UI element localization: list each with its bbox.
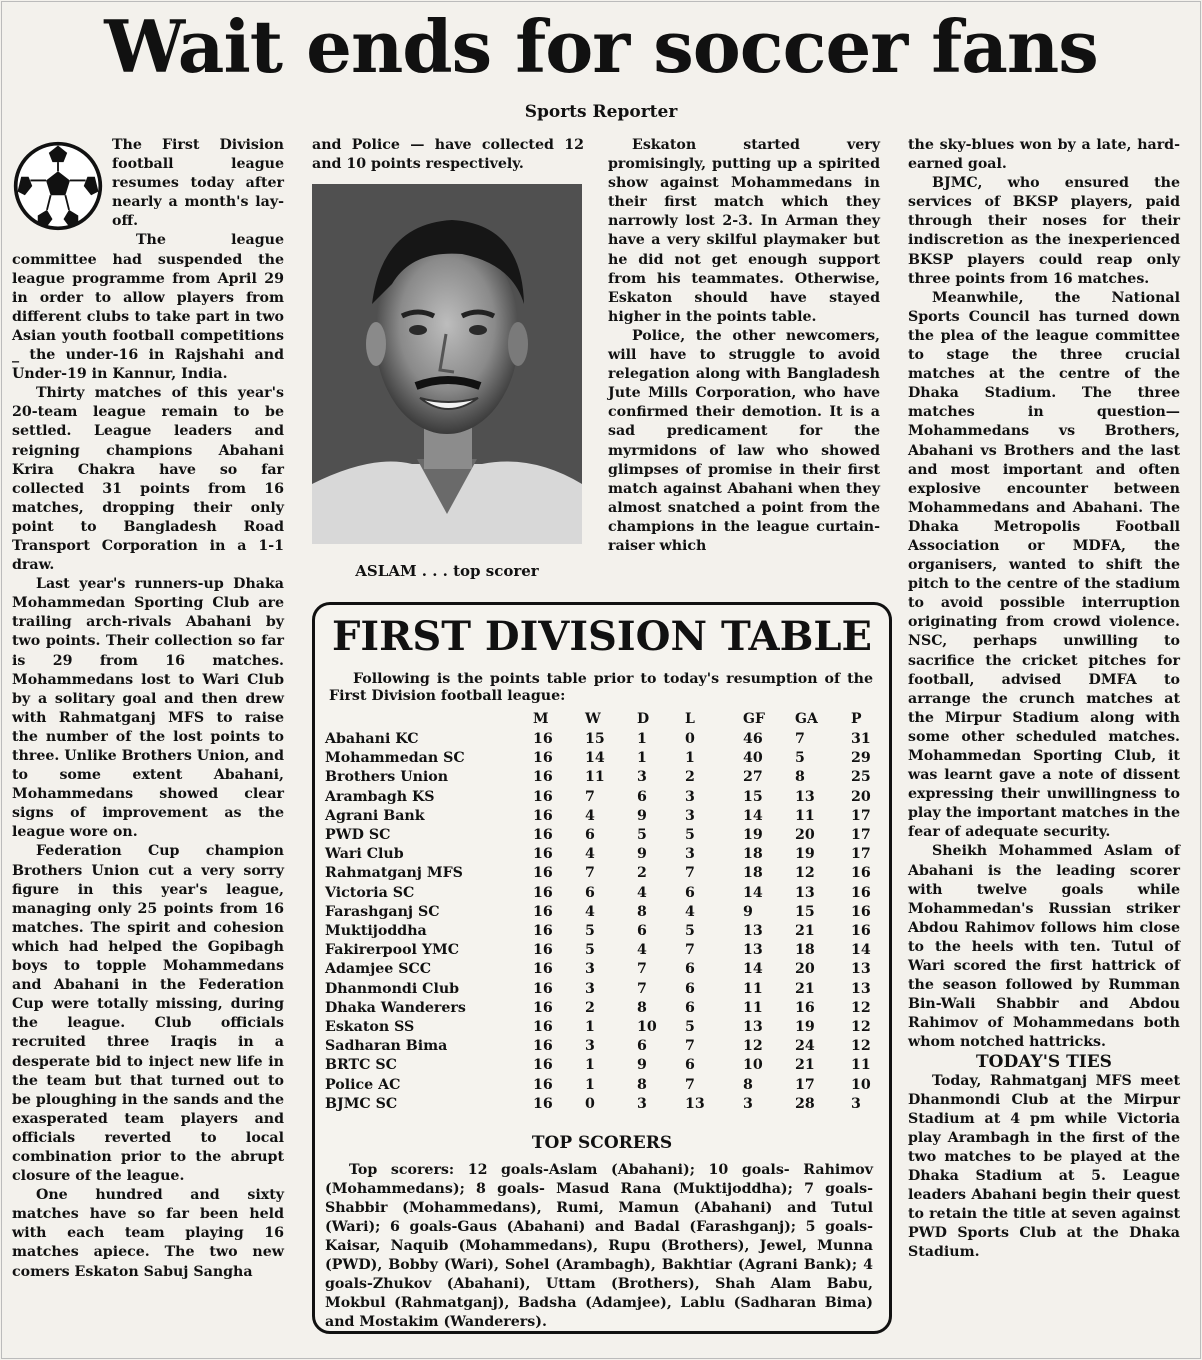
table-row [315,1019,889,1038]
table-cell: 16 [533,731,553,747]
table-cell: 27 [743,769,763,786]
table-cell: 18 [743,846,763,863]
table-cell: 20 [795,827,815,843]
table-cell: 8 [637,903,647,920]
table-cell: 20 [851,788,871,805]
table-cell: 16 [533,1038,553,1055]
table-cell: 14 [743,884,763,901]
paragraph: BJMC, who ensured the services of BKSP players, paid through their noses for their indiscretion as the inexperienced BKSP players could reap only three points from 16 matches. [908,175,1180,287]
table-cell: 9 [743,903,753,920]
table-cell: 3 [585,961,595,978]
table-cell: 7 [637,961,647,978]
team-name: BRTC SC [325,1057,397,1074]
table-cell: 17 [851,846,871,863]
table-cell: 3 [637,1095,647,1112]
table-cell: 21 [795,923,815,939]
team-name: Mohammedan SC [325,750,465,767]
table-cell: 12 [795,865,815,882]
table-cell: 5 [585,923,595,939]
table-cell: 2 [637,865,647,882]
table-cell: 16 [533,942,553,959]
top-scorers-heading: TOP SCORERS [531,1133,673,1153]
photo-caption: ASLAM . . . top scorer [355,562,539,580]
table-row [315,904,889,923]
table-cell: 0 [685,731,695,747]
table-cell: 13 [851,980,871,997]
table-cell: 9 [637,846,647,863]
table-cell: 12 [851,1019,871,1035]
table-cell: 6 [685,884,695,901]
table-row [315,1096,889,1115]
paragraph: Eskaton started very promisingly, putting up a spirited show against Mohammedans in their first match which they narrowly lost 2-3. In Arman they have a very skilful playmaker but he did not get enough support from his teammates. Otherwise, Eskaton should have stayed higher in the points table. [608,137,880,325]
table-row [315,961,889,980]
table-cell: 9 [637,807,647,824]
table-cell: 2 [685,769,695,786]
table-cell: 13 [743,942,763,959]
table-cell: 8 [637,1076,647,1093]
table-cell: 13 [685,1095,705,1112]
table-cell: 16 [533,980,553,997]
table-cell: 0 [585,1095,595,1112]
article-column-3 [608,136,880,556]
table-cell: 17 [851,807,871,824]
table-cell: 4 [637,942,647,959]
table-cell: 16 [533,999,553,1016]
table-cell: 5 [685,923,695,939]
table-cell: 4 [585,846,595,863]
table-cell: 46 [743,731,763,747]
table-row [315,750,889,769]
table-cell: 2 [585,999,595,1016]
table-cell: 7 [685,942,695,959]
team-name: Agrani Bank [325,807,425,824]
table-cell: 16 [795,999,815,1016]
table-cell: 13 [851,961,871,978]
table-cell: 3 [685,807,695,824]
team-name: Victoria SC [325,884,415,901]
table-cell: 16 [533,827,553,843]
table-row [315,923,889,942]
paragraph: Federation Cup champion Brothers Union cut a very sorry figure in this year's league, managing only 25 points from 16 matches. The spirit and cohesion which had helped the Gopibagh boys to topple Mohammedans and Abahani in the Federation Cup were totally missing, during the league. Club officials recruited three Iraqis in a desperate bid to inject new life in the team but that turned out to be ploughing in the sands and the exasperated team players and officials reverted to local combination prior to the abrupt closure of the league. [12,843,284,1185]
table-row [315,1057,889,1076]
table-cell: 16 [533,750,553,767]
table-column-header: D [637,711,650,727]
table-cell: 21 [795,980,815,997]
table-row [315,731,889,750]
table-cell: 13 [795,788,815,805]
team-name: Abahani KC [325,731,419,747]
table-cell: 11 [585,769,605,786]
team-name: PWD SC [325,827,391,843]
table-cell: 16 [533,1057,553,1074]
paragraph: and Police — have collected 12 and 10 points respectively. [312,137,584,173]
table-cell: 12 [851,1038,871,1055]
article-column-1 [12,136,284,1282]
table-cell: 16 [533,865,553,882]
team-name: BJMC SC [325,1095,398,1112]
table-cell: 16 [533,769,553,786]
table-cell: 1 [637,750,647,767]
table-cell: 3 [851,1095,861,1112]
table-cell: 8 [637,999,647,1016]
byline: Sports Reporter [524,102,678,122]
team-name: Dhanmondi Club [325,980,460,997]
table-cell: 13 [795,884,815,901]
table-cell: 6 [637,788,647,805]
table-row [315,827,889,846]
table-cell: 3 [637,769,647,786]
table-cell: 24 [795,1038,815,1055]
table-intro: Following is the points table prior to today's resumption of the First Division football league: [329,671,873,704]
table-row [315,789,889,808]
table-cell: 6 [585,827,595,843]
table-cell: 31 [851,731,871,747]
table-cell: 15 [585,731,605,747]
table-cell: 10 [851,1076,871,1093]
table-cell: 5 [585,942,595,959]
table-column-header: W [585,711,601,727]
table-row [315,1038,889,1057]
table-row [315,1000,889,1019]
table-cell: 13 [743,923,763,939]
table-cell: 12 [851,999,871,1016]
table-column-header: GF [743,711,765,727]
table-cell: 10 [637,1019,657,1035]
team-name: Brothers Union [325,769,449,786]
paragraph: Police, the other newcomers, will have to struggle to avoid relegation along with Bangladesh Jute Mills Corporation, who have confirmed their demotion. It is a sad predicament for the myrmidons of law who showed glimpses of promise in their first match against Abahani when they almost snatched a point from the champions in the league curtain-raiser which [608,327,880,554]
table-cell: 16 [533,1095,553,1112]
table-cell: 7 [585,788,595,805]
table-cell: 3 [685,846,695,863]
paragraph: Today, Rahmatganj MFS meet Dhanmondi Club at the Mirpur Stadium at 4 pm while Victoria play Arambagh in the first of the two matches to be played at the Dhaka Stadium at 5. League leaders Abahani begin their quest to retain the title at seven against PWD Sports Club at the Dhaka Stadium. [908,1072,1180,1261]
table-cell: 19 [743,827,763,843]
table-cell: 1 [585,1076,595,1093]
table-cell: 14 [743,807,763,824]
table-column-header: L [685,711,695,727]
table-cell: 16 [851,884,871,901]
table-cell: 16 [533,807,553,824]
headline: Wait ends for soccer fans [104,4,1098,89]
top-scorers-text: Top scorers: 12 goals-Aslam (Abahani); 10 goals- Rahimov (Mohammedans); 8 goals- Masud Rana (Muktijoddha); 7 goals- Shabbir (Mohammedans), Rumi, Mamun (Abahani) and Tutul (Wari); 6 goals-Gaus (Abahani) and Badal (Farashganj); 5 goals-Kaisar, Naquib (Mohammedans), Rupu (Brothers), Jewel, Munna (PWD), Bobby (Wari), Sohel (Arambagh), Bakhtiar (Agrani Bank); 4 goals-Zhukov (Abahani), Uttam (Brothers), Shah Alam Babu, Mokbul (Rahmatganj), Badsha (Adamjee), Lablu (Sadharan Bima) and Mostakim (Wanderers). [325,1162,873,1330]
table-cell: 5 [637,827,647,843]
table-cell: 13 [743,1019,763,1035]
table-cell: 4 [685,903,695,920]
table-cell: 16 [533,1076,553,1093]
table-cell: 1 [585,1057,595,1074]
table-column-header: P [851,711,862,727]
paragraph: Last year's runners-up Dhaka Mohammedan Sporting Club are trailing arch-rivals Abahani by two points. Their collection so far is 29 from 16 matches. Mohammedans lost to Wari Club by a solitary goal and then drew with Rahmatganj MFS to raise the number of the lost points to three. Unlike Brothers Union, and to some extent Abahani, Mohammedans showed clear signs of improvement as the league wore on. [12,576,284,841]
paragraph: One hundred and sixty matches have so far been held with each team playing 16 matches apiece. The two new comers Eskaton Sabuj Sangha [12,1187,284,1280]
table-cell: 5 [685,827,695,843]
article-column-4 [908,136,1180,1263]
team-name: Wari Club [325,846,404,863]
table-cell: 16 [533,788,553,805]
table-cell: 14 [851,942,871,959]
table-row [315,885,889,904]
table-cell: 3 [585,980,595,997]
team-name: Rahmatganj MFS [325,865,463,882]
team-name: Eskaton SS [325,1019,415,1035]
table-cell: 5 [795,750,805,767]
table-cell: 16 [851,903,871,920]
table-row [315,981,889,1000]
team-name: Arambagh KS [325,788,435,805]
table-cell: 19 [795,1019,815,1035]
table-cell: 16 [533,923,553,939]
paragraph: The First Division football league resumes today after nearly a month's lay-off. [112,137,284,230]
table-cell: 11 [851,1057,871,1074]
table-cell: 7 [795,731,805,747]
table-cell: 8 [795,769,805,786]
table-cell: 7 [585,865,595,882]
table-cell: 10 [743,1057,763,1074]
team-name: Adamjee SCC [325,961,432,978]
table-cell: 16 [533,961,553,978]
table-cell: 11 [743,999,763,1016]
table-cell: 6 [685,1057,695,1074]
paragraph: Thirty matches of this year's 20-team league remain to be settled. League leaders and reigning champions Abahani Krira Chakra have so far collected 31 points from 16 matches, dropping their only point to Bangladesh Road Transport Corporation in a 1-1 draw. [12,385,284,574]
table-row [315,865,889,884]
table-cell: 1 [585,1019,595,1035]
first-division-table [312,602,892,1334]
paragraph: The league committee had suspended the league programme from April 29 in order to allow players from different clubs to take part in two Asian youth football competitions _ the under-16 in Rajshahi and Under-19 in Kannur, India. [12,232,284,383]
table-cell: 7 [685,865,695,882]
table-cell: 16 [533,884,553,901]
table-cell: 19 [795,846,815,863]
table-cell: 6 [585,884,595,901]
team-name: Fakirerpool YMC [325,942,459,959]
team-name: Police AC [325,1076,401,1093]
table-cell: 21 [795,1057,815,1074]
table-cell: 1 [685,750,695,767]
table-cell: 17 [851,827,871,843]
table-row [315,1077,889,1096]
table-cell: 4 [585,903,595,920]
paragraph: Meanwhile, the National Sports Council has turned down the plea of the league committee to stage the three crucial matches at the centre of the Dhaka Stadium. The three matches in question—Mohammedans vs Brothers, Abahani vs Brothers and the last and most important and often explosive encounter between Mohammedans and Abahani. The Dhaka Metropolis Football Association or MDFA, the organisers, wanted to shift the pitch to the centre of the stadium to avoid possible interruption originating from crowd violence. NSC, perhaps unwilling to sacrifice the cricket pitches for football, advised DMFA to arrange the crunch matches at the Mirpur Stadium along with some other scheduled matches. Mohammedan Sporting Club, it was learnt gave a note of dissent expressing their unwillingness to play the important matches in the fear of adequate security. [908,289,1180,841]
table-column-header: GA [795,711,818,727]
table-cell: 18 [743,865,763,882]
table-cell: 28 [795,1095,815,1112]
team-name: Farashganj SC [325,903,440,920]
table-cell: 4 [637,884,647,901]
team-name: Dhaka Wanderers [325,999,466,1016]
table-cell: 6 [637,1038,647,1055]
table-cell: 16 [851,865,871,882]
table-cell: 25 [851,769,871,786]
table-cell: 6 [685,980,695,997]
table-row [315,942,889,961]
table-cell: 8 [743,1076,753,1093]
table-cell: 4 [585,807,595,824]
table-cell: 29 [851,750,871,767]
table-cell: 16 [533,1019,553,1035]
article-column-2 [312,136,584,174]
table-cell: 7 [685,1076,695,1093]
table-cell: 12 [743,1038,763,1055]
table-cell: 1 [637,731,647,747]
table-row [315,808,889,827]
table-cell: 40 [743,750,763,767]
table-column-header: M [533,711,549,727]
table-title: FIRST DIVISION TABLE [331,613,873,660]
table-cell: 7 [637,980,647,997]
team-name: Muktijoddha [325,923,427,939]
table-cell: 3 [685,788,695,805]
table-cell: 15 [743,788,763,805]
table-cell: 18 [795,942,815,959]
table-cell: 16 [533,846,553,863]
table-cell: 3 [585,1038,595,1055]
table-cell: 9 [637,1057,647,1074]
table-cell: 16 [533,903,553,920]
aslam-photo [312,184,582,544]
table-cell: 6 [637,923,647,939]
table-cell: 15 [795,903,815,920]
paragraph: Sheikh Mohammed Aslam of Abahani is the leading scorer with twelve goals while Mohammedan's Russian striker Abdou Rahimov follows him close to the heels with ten. Tutul of Wari scored the first hattrick of the season followed by Rumman Bin-Wali Shabbir and Abdou Rahimov of Mohammedans both whom notched hattricks. [908,843,1180,1051]
table-cell: 17 [795,1076,815,1093]
table-row [315,769,889,788]
table-cell: 14 [743,961,763,978]
table-cell: 3 [743,1095,753,1112]
paragraph: the sky-blues won by a late, hard-earned goal. [908,137,1180,173]
soccer-ball-icon [12,140,104,232]
table-cell: 20 [795,961,815,978]
table-cell: 6 [685,961,695,978]
table-cell: 16 [851,923,871,939]
table-cell: 6 [685,999,695,1016]
todays-ties-heading: TODAY'S TIES [976,1051,1112,1072]
table-cell: 11 [795,807,815,824]
team-name: Sadharan Bima [325,1038,448,1055]
table-row [315,846,889,865]
table-cell: 11 [743,980,763,997]
table-cell: 5 [685,1019,695,1035]
table-cell: 14 [585,750,605,767]
table-cell: 7 [685,1038,695,1055]
